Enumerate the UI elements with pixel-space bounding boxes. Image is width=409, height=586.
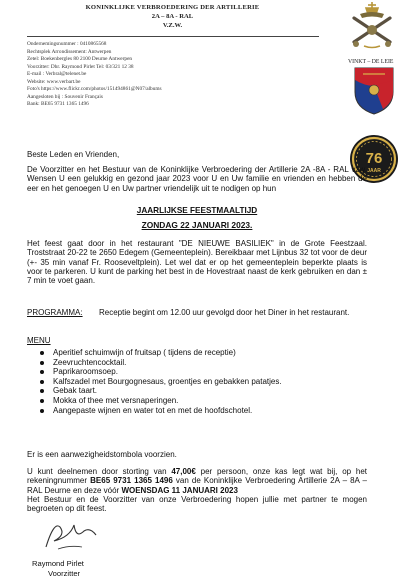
admin-website: Website: www.verbart.be bbox=[27, 78, 81, 85]
bullet-icon bbox=[40, 380, 44, 384]
header-divider bbox=[27, 36, 319, 37]
tombola-note: Er is een aanwezigheidstombola voorzien. bbox=[27, 450, 177, 459]
intro-paragraph: De Voorzitter en het Bestuur van de Koninklijke Verbroedering der Artillerie 2A -8A - RAL vzw. Wensen U een gelukkig en gezond jaar 2023 voor U en Uw familie en vrienden en hebben de eer en het genoegen U en Uw partner vriendelijk uit te nodigen op hun bbox=[27, 165, 367, 193]
badge-subtext: JAAR bbox=[367, 168, 381, 174]
list-item bbox=[40, 386, 370, 396]
menu-item-text: Aangepaste wijnen en water tot en met de hoofdschotel. bbox=[53, 405, 253, 415]
badge-number: 76 bbox=[365, 150, 383, 167]
list-item bbox=[40, 377, 370, 387]
payment-paragraph bbox=[27, 467, 367, 513]
crossed-cannons-crest-icon bbox=[346, 2, 398, 50]
menu-item-text: Gebak taart. bbox=[53, 386, 98, 396]
payment-account-number: BE65 9731 1365 1496 bbox=[90, 476, 173, 486]
list-item bbox=[40, 358, 370, 368]
menu-item-text: Aperitief schuimwijn of fruitsap ( tijdens de receptie) bbox=[53, 348, 236, 357]
event-title: JAARLIJKSE FEESTMAALTIJD bbox=[136, 206, 258, 215]
payment-text-3: van de Koninklijke Verbroedering Artillerie 2A – 8A – RAL Deurne en deze vóór bbox=[27, 476, 367, 495]
list-item bbox=[40, 396, 370, 406]
programme-label: PROGRAMMA: bbox=[27, 308, 83, 317]
closing-text: Het Bestuur en de Voorzitter van onze Verbroedering hopen jullie met partner te mogen begroeten op dit feest. bbox=[27, 494, 367, 514]
admin-jurisdiction: Rechtsplek Arrondissement: Antwerpen bbox=[27, 48, 112, 55]
admin-affiliation: Aangesloten bij : Souvenir Français bbox=[27, 93, 103, 100]
admin-photos: Foto's https://www.flickr.com/photos/151494861@N07/albums bbox=[27, 86, 162, 93]
regimental-shield-icon bbox=[353, 66, 395, 116]
bullet-icon bbox=[40, 370, 44, 374]
payment-deadline: WOENSDAG 11 JANUARI 2023 bbox=[121, 485, 238, 495]
admin-details bbox=[27, 41, 327, 109]
menu-item-text: Paprikaroomsoep. bbox=[53, 367, 118, 377]
org-units: 2A – 8A - RAL bbox=[151, 13, 194, 20]
list-item bbox=[40, 406, 370, 416]
list-item bbox=[40, 367, 370, 377]
bullet-icon bbox=[40, 399, 44, 403]
org-name-block bbox=[0, 4, 345, 29]
admin-company-number: Ondernemingsnummer : 0410865568 bbox=[27, 41, 107, 47]
vinkt-label: VINKT – DE LEIE bbox=[348, 59, 394, 65]
salutation: Beste Leden en Vrienden, bbox=[27, 150, 120, 159]
programme-text: Receptie begint om 12.00 uur gevolgd door het Diner in het restaurant. bbox=[99, 308, 350, 317]
menu-item-text: Kalfszadel met Bourgognesaus, groentjes en gebakken patatjes. bbox=[53, 376, 282, 386]
signatory-role: Voorzitter bbox=[48, 569, 81, 578]
bullet-icon bbox=[40, 389, 44, 393]
menu-item-text: Mokka of thee met versnaperingen. bbox=[53, 395, 179, 405]
list-item bbox=[40, 348, 370, 358]
admin-seat: Zetel: Boekenbergles 80 2100 Deurne Antwerpen bbox=[27, 56, 133, 63]
menu-item-text: Zeevruchtencocktail. bbox=[53, 357, 127, 367]
bullet-icon bbox=[40, 361, 44, 365]
signature-icon bbox=[40, 517, 100, 553]
org-name: KONINKLIJKE VERBROEDERING DER ARTILLERIE bbox=[85, 4, 260, 11]
event-date: ZONDAG 22 JANUARI 2023. bbox=[141, 220, 253, 230]
menu-list bbox=[40, 348, 370, 415]
org-legal-form: V.Z.W. bbox=[162, 22, 183, 29]
signatory-name: Raymond Pirlet bbox=[32, 559, 84, 568]
admin-chairman: Voorzitter: Dhr. Raymond Pirlet Tel: 03/321 12 38 bbox=[27, 63, 134, 70]
payment-text-2: per persoon, onze kas legt wat bij, op het rekeningnummer bbox=[27, 467, 367, 486]
admin-bank: Bank: BE65 9731 1365 1496 bbox=[27, 101, 89, 108]
payment-price: 47,00€ bbox=[171, 467, 196, 476]
admin-email: E-mail : Verbral@telenet.be bbox=[27, 71, 87, 78]
menu-heading: MENU bbox=[27, 336, 51, 345]
bullet-icon bbox=[40, 351, 44, 355]
venue-paragraph: Het feest gaat door in het restaurant "DE NIEUWE BASILIEK" in de Grote Feestzaal. Troststraat 20-22 te 2650 Edegem (Gemeenteplein). Bereikbaar met Lijnbus 32 tot voor de deur (+- 35 min vanaf Fr. Rooseveltplein). Let wel dat er op het gemeenteplein beperkte plaats is voor te parkeren. U kunt de parking het best in de Hovestraat naast de kerk gebruiken en dan ± 7 min te voet gaan. bbox=[27, 239, 367, 286]
bullet-icon bbox=[40, 409, 44, 413]
payment-text-1: U kunt deelnemen door storting van bbox=[27, 467, 172, 476]
